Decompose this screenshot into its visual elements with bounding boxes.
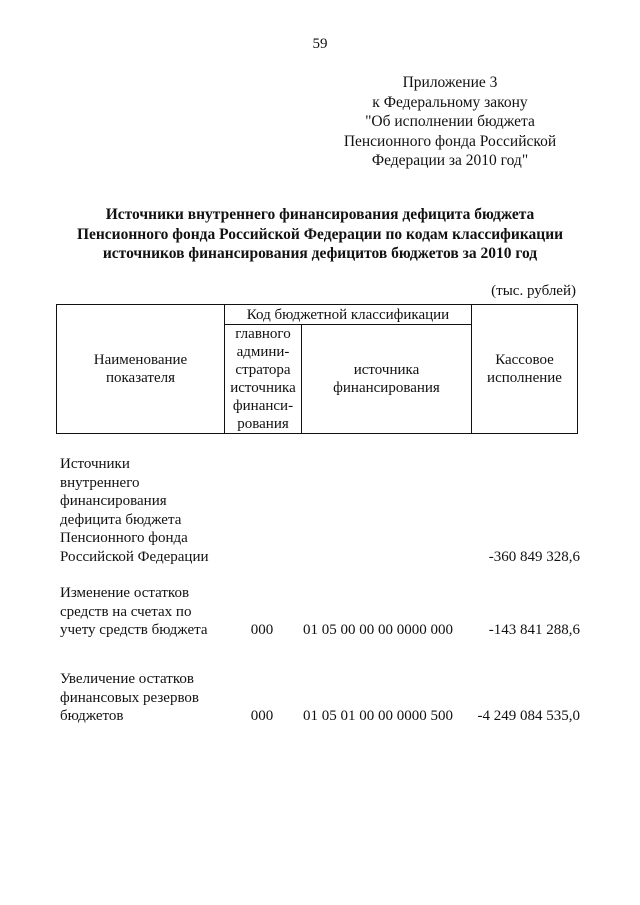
unit-label: (тыс. рублей) <box>491 283 576 299</box>
row-admin-code: 000 <box>250 622 274 638</box>
appendix-line: Федерации за 2010 год" <box>371 152 529 169</box>
table-row <box>0 455 640 584</box>
appendix-line: к Федеральному закону <box>372 93 528 111</box>
document-title <box>40 205 600 264</box>
table-row <box>0 670 640 730</box>
header-admin: главного админи- стратора источника финанси- рования <box>225 325 302 434</box>
row-name: Увеличение остатков финансовых резервов бюджетов <box>60 671 200 724</box>
page-number: 59 <box>312 36 328 52</box>
title-line: Источники внутреннего финансирования дефицита бюджета <box>105 206 535 223</box>
row-admin-code: 000 <box>250 708 274 724</box>
appendix-line: Пенсионного фонда Российской <box>343 132 557 150</box>
appendix-note <box>300 73 600 171</box>
title-line: Пенсионного фонда Российской Федерации по кодам классификации <box>76 225 564 243</box>
table-body <box>0 455 640 730</box>
appendix-line: Приложение 3 <box>402 74 498 91</box>
appendix-line: "Об исполнении бюджета <box>365 113 535 130</box>
table-row <box>0 584 640 670</box>
table-header <box>56 304 578 434</box>
row-name: Источники внутреннего финансирования дефицита бюджета Пенсионного фонда Российской Федерации <box>60 456 209 565</box>
row-source-code: 01 05 01 00 00 0000 500 <box>303 708 453 724</box>
row-amount: -4 249 084 535,0 <box>477 708 580 724</box>
header-code-group: Код бюджетной классификации <box>225 305 472 325</box>
row-amount: -360 849 328,6 <box>488 548 580 565</box>
header-execution: Кассовое исполнение <box>472 305 578 434</box>
row-source-code: 01 05 00 00 00 0000 000 <box>303 622 453 638</box>
row-name: Изменение остатков средств на счетах по учету средств бюджета <box>60 585 208 638</box>
header-source: источника финансирования <box>302 325 472 434</box>
header-name: Наименование показателя <box>57 305 225 434</box>
row-amount: -143 841 288,6 <box>488 622 580 638</box>
title-line: источников финансирования дефицитов бюджетов за 2010 год <box>102 245 538 262</box>
